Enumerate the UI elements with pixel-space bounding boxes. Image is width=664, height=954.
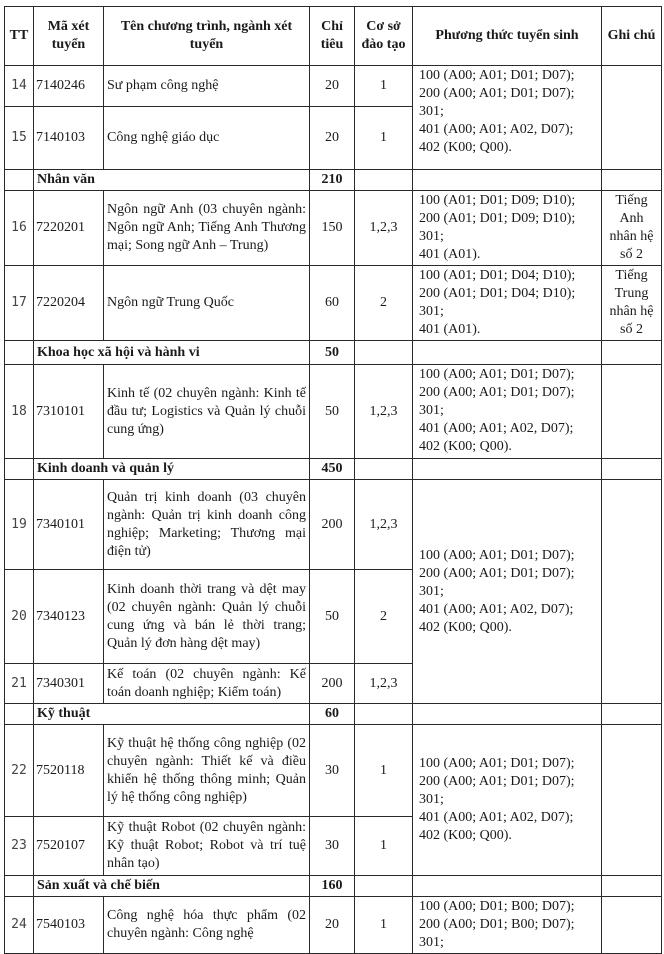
row-quota: 30: [310, 725, 355, 817]
method-line: 301;: [419, 229, 444, 244]
row-quota: 150: [310, 191, 355, 266]
row-campus: 1,2,3: [355, 191, 413, 266]
row-name: Sư phạm công nghệ: [104, 66, 310, 107]
row-quota: 50: [310, 570, 355, 664]
row-campus: 1: [355, 817, 413, 876]
admissions-table: [4, 6, 662, 954]
table-row: [5, 725, 662, 817]
group-row: [5, 459, 662, 480]
row-note: [602, 66, 662, 170]
row-tt: 20: [5, 570, 34, 664]
row-tt: 19: [5, 480, 34, 570]
table-row: [5, 191, 662, 266]
row-code: 7340123: [34, 570, 104, 664]
table-row: [5, 266, 662, 341]
header-campus: Cơ sở đào tạo: [355, 7, 413, 66]
method-line: 301;: [419, 403, 444, 418]
row-quota: 50: [310, 365, 355, 459]
row-name: Công nghệ hóa thực phẩm (02 chuyên ngành: Công nghệ: [104, 897, 310, 954]
note-text: Tiếng Anh nhân hệ số 2: [609, 193, 654, 262]
method-line: 301;: [419, 104, 444, 119]
row-method: [413, 365, 602, 459]
method-line: 401 (A00; A01; A02, D07);: [419, 421, 574, 436]
table-row: [5, 897, 662, 954]
row-note: [602, 365, 662, 459]
row-quota: 20: [310, 66, 355, 107]
method-line: 401 (A00; A01; A02, D07);: [419, 810, 574, 825]
row-tt: 24: [5, 897, 34, 954]
row-name: Kỹ thuật Robot (02 chuyên ngành: Kỹ thuật Robot; Robot và trí tuệ nhân tạo): [104, 817, 310, 876]
method-line: 100 (A00; A01; D01; D07);: [419, 547, 575, 563]
row-name: Quản trị kinh doanh (03 chuyên ngành: Quản trị kinh doanh công nghiệp; Marketing; Thương mại điện tử): [104, 480, 310, 570]
row-quota: 60: [310, 266, 355, 341]
method-line: 100 (A00; A01; D01; D07);: [419, 756, 575, 771]
method-line: 100 (A01; D01; D09; D10);: [419, 193, 576, 208]
group-name: Sản xuất và chế biến: [34, 876, 310, 897]
method-line: 200 (A01; D01; D09; D10);: [419, 211, 576, 226]
row-name: Ngôn ngữ Trung Quốc: [104, 266, 310, 341]
row-code: 7220201: [34, 191, 104, 266]
row-campus: 1: [355, 107, 413, 170]
group-name: Kỹ thuật: [34, 704, 310, 725]
row-campus: 1,2,3: [355, 480, 413, 570]
group-name: Kinh doanh và quản lý: [34, 459, 310, 480]
row-method: [413, 725, 602, 876]
method-line: 100 (A00; A01; D01; D07);: [419, 68, 575, 83]
header-method: Phương thức tuyển sinh: [413, 7, 602, 66]
row-code: 7520118: [34, 725, 104, 817]
group-total: 60: [310, 704, 355, 725]
method-line: 200 (A00; A01; D01; D07);: [419, 86, 575, 101]
row-name: Kinh doanh thời trang và dệt may (02 chuyên ngành: Quản lý chuỗi cung ứng và bán lẻ thời trang; Quản lý đơn hàng dệt may): [104, 570, 310, 664]
row-name: Công nghệ giáo dục: [104, 107, 310, 170]
row-tt: 15: [5, 107, 34, 170]
row-quota: 30: [310, 817, 355, 876]
method-line: 401 (A01).: [419, 247, 481, 262]
group-total: 450: [310, 459, 355, 480]
row-note: [602, 266, 662, 341]
method-line: 200 (A00; A01; D01; D07);: [419, 774, 575, 789]
group-row: [5, 876, 662, 897]
row-note: [602, 480, 662, 704]
row-quota: 20: [310, 897, 355, 954]
row-code: 7340301: [34, 664, 104, 704]
row-code: 7220204: [34, 266, 104, 341]
method-line: 100 (A01; D01; D04; D10);: [419, 268, 576, 283]
group-total: 210: [310, 170, 355, 191]
method-line: 301;: [419, 935, 444, 950]
row-campus: 2: [355, 570, 413, 664]
group-row: [5, 704, 662, 725]
row-campus: 1: [355, 897, 413, 954]
row-campus: 1: [355, 66, 413, 107]
row-name: Kinh tế (02 chuyên ngành: Kinh tế đầu tư; Logistics và Quản lý chuỗi cung ứng): [104, 365, 310, 459]
row-code: 7140103: [34, 107, 104, 170]
method-line: 402 (K00; Q00).: [419, 439, 512, 454]
row-campus: 1: [355, 725, 413, 817]
method-line: 200 (A00; A01; D01; D07);: [419, 385, 575, 400]
group-name: Nhân văn: [34, 170, 310, 191]
method-line: 200 (A00; D01; B00; D07);: [419, 917, 575, 932]
row-campus: 1,2,3: [355, 664, 413, 704]
method-line: 401 (A01).: [419, 322, 481, 337]
row-campus: 2: [355, 266, 413, 341]
table-row: [5, 66, 662, 107]
row-method: [413, 266, 602, 341]
method-line: 301;: [419, 304, 444, 319]
group-total: 50: [310, 341, 355, 365]
table-row: [5, 365, 662, 459]
row-name: Ngôn ngữ Anh (03 chuyên ngành: Ngôn ngữ Anh; Tiếng Anh Thương mại; Song ngữ Anh – Trung): [104, 191, 310, 266]
method-line: 301;: [419, 583, 444, 599]
group-total: 160: [310, 876, 355, 897]
row-note: [602, 191, 662, 266]
table-row: [5, 480, 662, 570]
row-name: Kế toán (02 chuyên ngành: Kế toán doanh nghiệp; Kiểm toán): [104, 664, 310, 704]
table-header-row: [5, 7, 662, 66]
header-tt: TT: [5, 7, 34, 66]
row-code: 7140246: [34, 66, 104, 107]
row-code: 7520107: [34, 817, 104, 876]
method-line: 402 (K00; Q00).: [419, 828, 512, 843]
row-method: [413, 191, 602, 266]
row-quota: 20: [310, 107, 355, 170]
row-note: [602, 725, 662, 876]
note-text: Tiếng Trung nhân hệ số 2: [609, 268, 654, 337]
header-code: Mã xét tuyển: [34, 7, 104, 66]
row-name: Kỹ thuật hệ thống công nghiệp (02 chuyên ngành: Thiết kế và điều khiển hệ thống thông minh; Quản lý hệ thống công nghiệp): [104, 725, 310, 817]
method-line: 401 (A00; A01; A02, D07);: [419, 122, 574, 137]
group-row: [5, 341, 662, 365]
row-tt: 18: [5, 365, 34, 459]
method-line: 100 (A00; A01; D01; D07);: [419, 367, 575, 382]
group-name: Khoa học xã hội và hành vi: [34, 341, 310, 365]
row-tt: 22: [5, 725, 34, 817]
header-name: Tên chương trình, ngành xét tuyển: [104, 7, 310, 66]
row-tt: 16: [5, 191, 34, 266]
row-campus: 1,2,3: [355, 365, 413, 459]
row-method: [413, 480, 602, 704]
method-line: 401 (A00; A01; A02, D07);: [419, 601, 574, 617]
row-note: [602, 897, 662, 954]
row-tt: 17: [5, 266, 34, 341]
header-quota: Chỉ tiêu: [310, 7, 355, 66]
header-note: Ghi chú: [602, 7, 662, 66]
row-code: 7340101: [34, 480, 104, 570]
row-code: 7540103: [34, 897, 104, 954]
method-line: 402 (K00; Q00).: [419, 140, 512, 155]
method-line: 301;: [419, 792, 444, 807]
row-tt: 23: [5, 817, 34, 876]
row-quota: 200: [310, 480, 355, 570]
method-line: 100 (A00; D01; B00; D07);: [419, 899, 575, 914]
row-tt: 14: [5, 66, 34, 107]
method-line: 402 (K00; Q00).: [419, 619, 512, 635]
row-tt: 21: [5, 664, 34, 704]
row-method: [413, 66, 602, 170]
method-line: 200 (A01; D01; D04; D10);: [419, 286, 576, 301]
row-method: [413, 897, 602, 954]
method-line: 200 (A00; A01; D01; D07);: [419, 565, 575, 581]
group-row: [5, 170, 662, 191]
row-code: 7310101: [34, 365, 104, 459]
row-quota: 200: [310, 664, 355, 704]
